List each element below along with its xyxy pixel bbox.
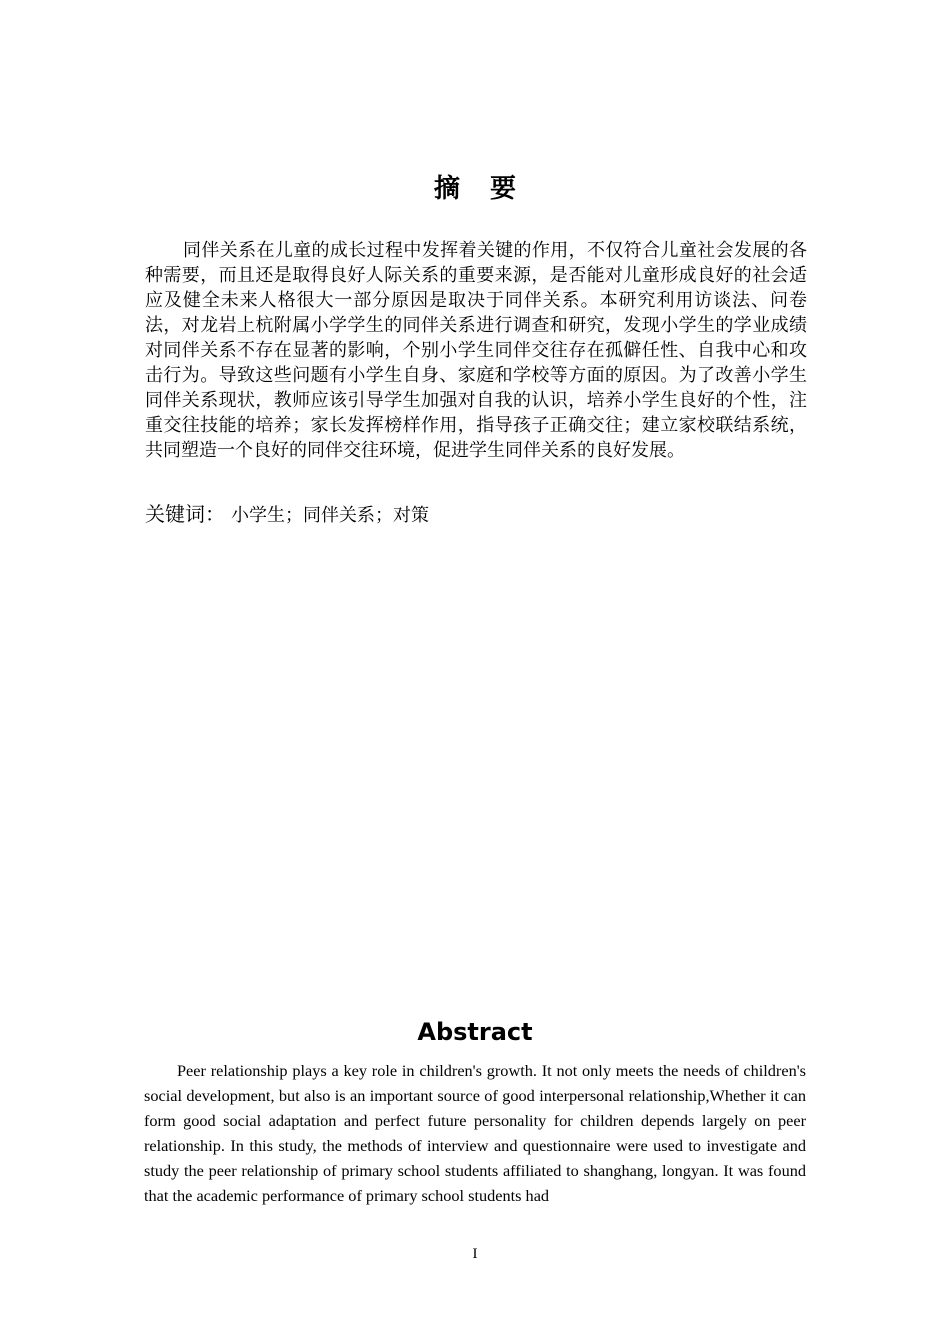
keywords-value: 小学生；同伴关系；对策	[231, 505, 429, 526]
english-abstract-body: Peer relationship plays a key role in children's growth. It not only meets the needs of children's social development, but also is an important source of good interpersonal relationship,Whether it can form good social adaptation and perfect future personality for children depends largely on peer relationship. In this study, the methods of interview and questionnaire were used to investigate and study the peer relationship of primary school students affiliated to shanghang, longyan. It was found that the academic performance of primary school students had	[144, 1061, 806, 1205]
chinese-keywords-line	[145, 500, 807, 530]
english-abstract-title: Abstract	[417, 1018, 533, 1046]
chinese-abstract-title: 摘要	[433, 174, 546, 204]
page-number: I	[472, 1246, 478, 1262]
chinese-abstract-body: 同伴关系在儿童的成长过程中发挥着关键的作用，不仅符合儿童社会发展的各种需要，而且还是取得良好人际关系的重要来源，是否能对儿童形成良好的社会适应及健全未来人格很大一部分原因是取决于同伴关系。本研究利用访谈法、问卷法，对龙岩上杭附属小学学生的同伴关系进行调查和研究，发现小学生的学业成绩对同伴关系不存在显著的影响，个别小学生同伴交往存在孤僻任性、自我中心和攻击行为。导致这些问题有小学生自身、家庭和学校等方面的原因。为了改善小学生同伴关系现状，教师应该引导学生加强对自我的认识，培养小学生良好的个性，注重交往技能的培养；家长发挥榜样作用，指导孩子正确交往；建立家校联结系统，共同塑造一个良好的同伴交往环境，促进学生同伴关系的良好发展。	[145, 240, 807, 461]
keywords-label: 关键词：	[145, 502, 225, 526]
